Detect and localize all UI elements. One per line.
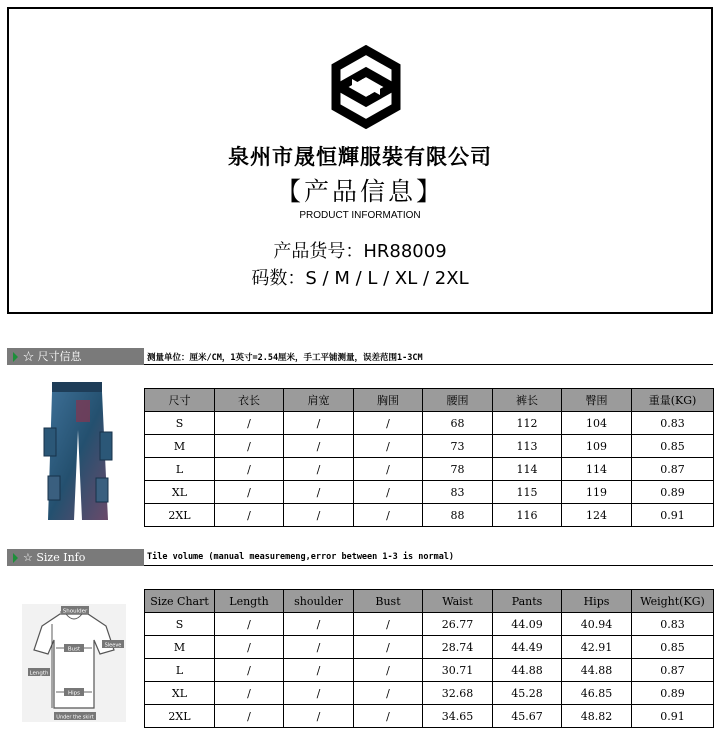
table-row — [145, 458, 714, 481]
column-header: 肩宽 — [284, 389, 354, 412]
table-cell: / — [284, 458, 354, 481]
table-cell: / — [215, 636, 284, 659]
table-cell: 114 — [562, 458, 632, 481]
table-cell: / — [284, 682, 354, 705]
column-header: Bust — [354, 590, 423, 613]
brand-logo — [330, 45, 402, 129]
table-cell: / — [215, 659, 284, 682]
table-row — [145, 481, 714, 504]
table-cell: 115 — [493, 481, 562, 504]
table-cell: 109 — [562, 435, 632, 458]
table-cell: L — [145, 659, 215, 682]
table-cell: / — [284, 613, 354, 636]
section-title-en — [7, 549, 144, 566]
table-cell: M — [145, 435, 215, 458]
table-cell: / — [215, 435, 284, 458]
size-table-en — [144, 589, 714, 728]
table-row — [145, 504, 714, 527]
table-cell: / — [354, 481, 423, 504]
table-cell: 73 — [423, 435, 493, 458]
table-cell: / — [215, 705, 284, 728]
table-cell: M — [145, 636, 215, 659]
table-cell: 44.49 — [493, 636, 562, 659]
table-cell: 34.65 — [423, 705, 493, 728]
table-cell: 32.68 — [423, 682, 493, 705]
section-title-cn — [7, 348, 144, 365]
company-name: 泉州市晟恒輝服裝有限公司 — [228, 144, 492, 169]
table-cell: 0.85 — [632, 435, 714, 458]
table-cell: 116 — [493, 504, 562, 527]
table-cell: / — [354, 613, 423, 636]
chart-label-sleeve: Sleeve — [104, 642, 122, 649]
header-panel — [7, 7, 713, 314]
column-header: Length — [215, 590, 284, 613]
table-cell: 113 — [493, 435, 562, 458]
table-cell: 44.88 — [493, 659, 562, 682]
table-cell: / — [215, 481, 284, 504]
column-header: 腰围 — [423, 389, 493, 412]
item-number: 产品货号：HR88009 — [273, 241, 447, 262]
table-cell: 26.77 — [423, 613, 493, 636]
table-cell: 78 — [423, 458, 493, 481]
chart-label-bust: Bust — [67, 646, 81, 653]
table-cell: / — [354, 458, 423, 481]
table-cell: 112 — [493, 412, 562, 435]
table-row — [145, 636, 714, 659]
table-cell: 30.71 — [423, 659, 493, 682]
table-cell: 0.87 — [632, 458, 714, 481]
column-header: 胸围 — [354, 389, 423, 412]
table-cell: 104 — [562, 412, 632, 435]
table-cell: 114 — [493, 458, 562, 481]
table-header-row — [145, 590, 714, 613]
table-cell: 124 — [562, 504, 632, 527]
table-cell: S — [145, 613, 215, 636]
table-cell: / — [354, 412, 423, 435]
table-cell: 0.83 — [632, 613, 714, 636]
column-header: Size Chart — [145, 590, 215, 613]
table-cell: 0.89 — [632, 682, 714, 705]
table-cell: XL — [145, 682, 215, 705]
table-cell: 2XL — [145, 504, 215, 527]
table-cell: / — [284, 636, 354, 659]
table-row — [145, 412, 714, 435]
section-divider — [144, 565, 713, 566]
table-cell: / — [284, 705, 354, 728]
section-title-cn-label: 尺寸信息 — [37, 350, 82, 363]
table-cell: / — [354, 659, 423, 682]
table-cell: / — [354, 682, 423, 705]
table-row — [145, 682, 714, 705]
table-cell: 68 — [423, 412, 493, 435]
table-cell: 0.85 — [632, 636, 714, 659]
table-row — [145, 613, 714, 636]
table-row — [145, 659, 714, 682]
chart-label-length: Length — [29, 670, 49, 677]
table-cell: / — [215, 458, 284, 481]
table-row — [145, 705, 714, 728]
table-cell: 44.09 — [493, 613, 562, 636]
table-cell: / — [284, 412, 354, 435]
table-cell: 40.94 — [562, 613, 632, 636]
column-header: shoulder — [284, 590, 354, 613]
table-cell: 45.28 — [493, 682, 562, 705]
table-cell: / — [215, 412, 284, 435]
product-info-subheading: PRODUCT INFORMATION — [299, 210, 421, 221]
column-header: Weight(KG) — [632, 590, 714, 613]
table-cell: / — [354, 636, 423, 659]
table-cell: / — [354, 435, 423, 458]
table-cell: / — [354, 504, 423, 527]
table-cell: 44.88 — [562, 659, 632, 682]
table-cell: 2XL — [145, 705, 215, 728]
table-cell: XL — [145, 481, 215, 504]
table-cell: 46.85 — [562, 682, 632, 705]
section-title-en-label: Size Info — [36, 551, 86, 564]
table-cell: / — [354, 705, 423, 728]
size-range: 码数：S / M / L / XL / 2XL — [251, 268, 469, 289]
section-divider — [144, 364, 713, 365]
product-info-heading: 【产品信息】 — [275, 177, 444, 206]
table-cell: / — [284, 481, 354, 504]
column-header: 臀围 — [562, 389, 632, 412]
table-cell: 83 — [423, 481, 493, 504]
chart-label-shoulder: Shoulder — [62, 608, 88, 615]
table-cell: / — [215, 613, 284, 636]
column-header: 衣长 — [215, 389, 284, 412]
table-cell: 45.67 — [493, 705, 562, 728]
column-header: Waist — [423, 590, 493, 613]
column-header: Pants — [493, 590, 562, 613]
star-icon: ☆ — [23, 551, 33, 564]
column-header: Hips — [562, 590, 632, 613]
chart-label-under-skirt: Under the skirt — [56, 714, 94, 721]
table-cell: 119 — [562, 481, 632, 504]
table-row — [145, 435, 714, 458]
column-header: 重量(KG) — [632, 389, 714, 412]
table-cell: / — [215, 682, 284, 705]
table-cell: 48.82 — [562, 705, 632, 728]
measurement-diagram — [22, 604, 126, 722]
table-cell: 0.91 — [632, 705, 714, 728]
measurement-note-cn: 测量单位：厘米/CM，1英寸=2.54厘米，手工平铺测量，误差范围1-3CM — [147, 353, 423, 363]
measurement-note-en: Tile volume (manual measuremeng,error between 1-3 is normal) — [147, 552, 455, 562]
table-cell: 0.91 — [632, 504, 714, 527]
table-cell: 28.74 — [423, 636, 493, 659]
table-cell: 0.83 — [632, 412, 714, 435]
chart-label-hips: Hips — [67, 690, 81, 697]
triangle-icon — [13, 553, 18, 563]
table-cell: / — [284, 435, 354, 458]
star-icon: ☆ — [23, 350, 34, 363]
product-photo-jeans — [38, 380, 118, 526]
table-header-row — [145, 389, 714, 412]
table-cell: 42.91 — [562, 636, 632, 659]
table-cell: 0.89 — [632, 481, 714, 504]
table-cell: 0.87 — [632, 659, 714, 682]
table-cell: / — [284, 504, 354, 527]
size-table-cn — [144, 388, 714, 527]
table-cell: / — [284, 659, 354, 682]
table-cell: L — [145, 458, 215, 481]
column-header: 裤长 — [493, 389, 562, 412]
table-cell: 88 — [423, 504, 493, 527]
triangle-icon — [13, 352, 18, 362]
table-cell: / — [215, 504, 284, 527]
table-cell: S — [145, 412, 215, 435]
column-header: 尺寸 — [145, 389, 215, 412]
